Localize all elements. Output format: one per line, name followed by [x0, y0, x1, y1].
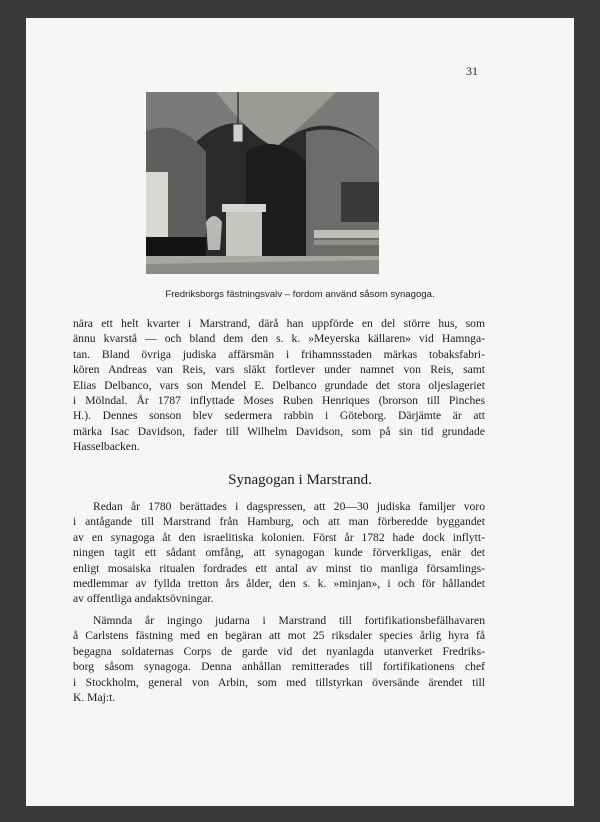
text-line: H.). Dennes sonson blev sedermera rabbin i Göteborg. Därjämte är att — [73, 409, 485, 423]
text-line: märka Isac Davidson, fader till Wilhelm Davidson, som på sin tid grundade — [73, 424, 485, 438]
figure-caption: Fredriksborgs fästningsvalv – fordom använd såsom synagoga. — [165, 289, 435, 300]
text-line: av offentliga andaktsövningar. — [73, 592, 214, 606]
paragraph-2 — [73, 499, 485, 607]
text-line: å Carlstens fästning med en begäran att mot 25 riksdaler species årlig hyra få — [73, 629, 485, 643]
paragraph-1 — [73, 316, 485, 455]
text-line: Elias Delbanco, vars son Mendel E. Delbanco grundade det stora oljeslageriet — [73, 378, 485, 392]
text-line: nära ett helt kvarter i Marstrand, därå han uppförde en del större hus, som — [73, 317, 485, 330]
text-line: Nämnda år ingingo judarna i Marstrand till fortifikationsbefälhavaren — [93, 614, 485, 627]
text-line: ännu kvarstå — och bland dem den s. k. »Meyerska källaren» vid Hamnga- — [73, 332, 485, 346]
section-heading: Synagogan i Marstrand. — [228, 472, 372, 488]
text-line: medlemmar av fyllda tretton års ålder, den s. k. »minjan», i och för hållandet — [73, 577, 485, 591]
text-line: enligt mosaiska ritualen fordrades ett antal av minst tio manliga församlings- — [73, 561, 485, 575]
text-line: i Mölndal. År 1787 inflyttade Moses Ruben Henriques (brorson till Pinches — [73, 394, 485, 408]
text-line: kören Andreas van Reis, vars släkt fortlever under namnet von Reis, samt — [73, 363, 485, 377]
vault-photograph — [146, 92, 379, 274]
paragraph-3 — [73, 613, 485, 705]
text-line: begagna soldaternas Corps de garde vid det nyanlagda utanverket Fredriks- — [73, 644, 485, 658]
text-line: i Stockholm, general von Arbin, som med tillstyrkan översände ärendet till — [73, 675, 485, 689]
page-number: 31 — [466, 64, 478, 78]
text-line: i antågande till Marstrand från Hamburg, och att man förberedde byggandet — [73, 515, 485, 529]
text-line: Hasselbacken. — [73, 440, 140, 454]
text-line: ningen tagit ett sådant omfång, att synagogan kunde förverkligas, enär det — [73, 546, 485, 560]
text-line: K. Maj:t. — [73, 691, 116, 705]
text-line: borg såsom synagoga. Denna anhållan remitterades till fortifikationens chef — [73, 660, 485, 674]
text-line: Redan år 1780 berättades i dagspressen, att 20—30 judiska familjer voro — [93, 500, 485, 513]
text-line: av en synagoga åt den israelitiska kolonien. Först år 1782 hade dock inflytt- — [73, 530, 485, 544]
text-line: tan. Bland övriga judiska affärsmän i frihamnsstaden märkas tobaksfabri- — [73, 347, 485, 361]
